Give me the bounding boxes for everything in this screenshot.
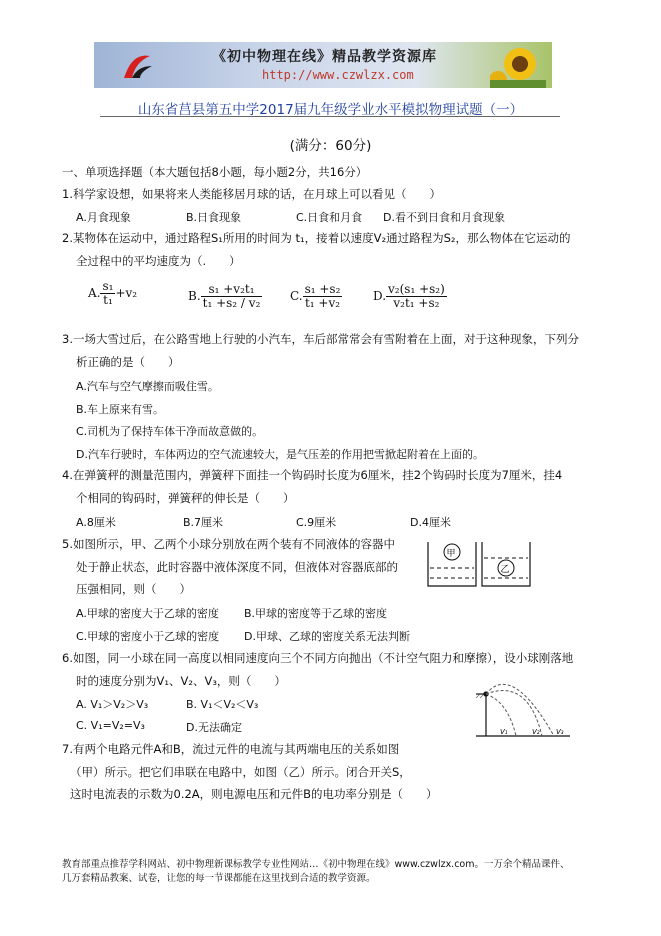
question-7-stem-cont: （甲）所示。把它们串联在电路中，如图（乙）所示。闭合开关S， [70,765,411,779]
full-mark: (满分：60分) [289,138,372,154]
q2-a-label: A. [88,286,101,300]
question-5-stem-cont: 处于静止状态，此时容器中液体深度不同，但液体对容器底部的 [76,560,398,574]
q3-option-b: B.车上原来有雪。 [76,403,165,416]
ball-jia-label: 甲 [446,549,456,559]
q6-option-c: C. V₁=V₂=V₃ [76,719,145,732]
v1-label: V₁ [500,728,508,736]
document-title: 山东省莒县第五中学2017届九年级学业水平模拟物理试题（一） [137,102,524,118]
question-2-stem: 2.某物体在运动中，通过路程S₁所用的时间为 t₁，接着以速度V₂通过路程为S₂，那么物体在它运动的 [62,231,571,245]
q4-option-c: C.9厘米 [296,516,337,529]
q2-d-den: v₂t₁ +s₂ [393,296,440,310]
q2-c-num: s₁ +s₂ [304,282,341,296]
q1-option-b: B.日食现象 [186,211,242,224]
footer-line-2: 几万套精品教案、试卷，让您的每一节课都能在这里找到合适的教学资源。 [62,873,376,884]
q2-option-d [373,283,447,310]
q2-c-label: C. [290,289,303,303]
q1-option-c: C.日食和月食 [296,211,363,224]
ball-yi-label: 乙 [500,565,510,575]
v2-label: V₂ [532,728,540,736]
q6-option-d: D.无法确定 [186,721,242,734]
q3-option-c: C.司机为了保持车体干净而故意做的。 [76,425,264,438]
question-3-stem: 3.一场大雪过后，在公路雪地上行驶的小汽车，车后部常常会有雪附着在上面，对于这种现象，下列分 [62,332,579,346]
q4-option-b: B.7厘米 [183,516,224,529]
q5-option-a: A.甲球的密度大于乙球的密度 [76,607,219,620]
v3-label: V₃ [556,728,564,736]
question-7-stem: 7.有两个电路元件A和B，流过元件的电流与其两端电压的关系如图 [62,742,400,756]
q5-option-d: D.甲球、乙球的密度关系无法判断 [244,630,410,643]
q5-option-b: B.甲球的密度等于乙球的密度 [244,607,388,620]
question-2-stem-cont: 全过程中的平均速度为（. ） [76,254,241,268]
banner-url[interactable]: http://www.czwlzx.com [262,68,414,82]
q3-option-a: A.汽车与空气摩擦而吸住雪。 [76,380,219,393]
q5-containers-figure [424,538,536,590]
question-6-stem-cont: 时的速度分别为V₁、V₂、V₃，则（ ） [76,674,286,688]
q2-c-den: t₁ +v₂ [304,296,341,310]
q2-b-num: s₁ +v₂t₁ [201,283,263,297]
question-7-stem-cont2: 这时电流表的示数为0.2A，则电源电压和元件B的电功率分别是（ ） [70,787,438,801]
footer-line-1: 教育部重点推荐学科网站、初中物理新课标教学专业性网站…《初中物理在线》www.czwlzx.com。一万余个精品课件、 [62,859,570,870]
site-logo-icon [120,50,154,82]
q2-d-num: v₂(s₁ +s₂) [388,282,445,296]
question-3-stem-cont: 析正确的是（ ） [76,355,180,369]
page-footer [62,858,622,886]
q6-option-a: A. V₁＞V₂＞V₃ [76,698,149,711]
question-6-stem: 6.如图，同一小球在同一高度以相同速度向三个不同方向抛出（不计空气阻力和摩擦），设小球刚落地 [62,651,574,665]
q2-option-b [188,283,262,310]
q4-option-a: A.8厘米 [76,516,116,529]
banner-title: 《初中物理在线》精品教学资源库 [212,49,437,65]
q2-a-tail: +v₂ [115,286,138,300]
sunflower-icon [490,44,546,88]
q6-option-b: B. V₁＜V₂＜V₃ [186,698,259,711]
question-4-stem: 4.在弹簧秤的测量范围内，弹簧秤下面挂一个钩码时长度为6厘米，挂2个钩码时长度为7厘米，挂4 [62,468,563,482]
q2-a-den: t₁ [103,293,113,307]
q2-b-den: t₁ +s₂ / v₂ [202,296,261,310]
header-banner [94,42,552,88]
container-yi [482,542,530,586]
q2-option-a [88,280,137,307]
q1-option-d: D.看不到日食和月食现象 [383,211,505,224]
q2-b-label: B. [188,289,201,303]
q1-option-a: A.月食现象 [76,211,131,224]
question-5-stem: 5.如图所示，甲、乙两个小球分别放在两个装有不同液体的容器中 [62,537,395,551]
section-heading: 一、单项选择题（本大题包括8小题，每小题2分，共16分） [62,165,368,179]
q2-option-c [290,283,342,310]
q6-projectile-figure [472,668,572,744]
q2-a-num: s₁ [102,279,114,293]
q4-option-d: D.4厘米 [410,516,451,529]
question-5-stem-cont2: 压强相同，则（ ） [76,582,191,596]
q5-option-c: C.甲球的密度小于乙球的密度 [76,630,220,643]
title-divider [100,116,560,117]
question-4-stem-cont: 个相同的钩码时，弹簧秤的伸长是（ ） [76,491,295,505]
question-1-stem: 1.科学家设想，如果将来人类能移居月球的话，在月球上可以看见（ ） [62,187,441,201]
q3-option-d: D.汽车行驶时，车体两边的空气流速较大，是气压差的作用把雪掀起附着在上面的。 [76,448,484,461]
q2-d-label: D. [373,289,387,303]
